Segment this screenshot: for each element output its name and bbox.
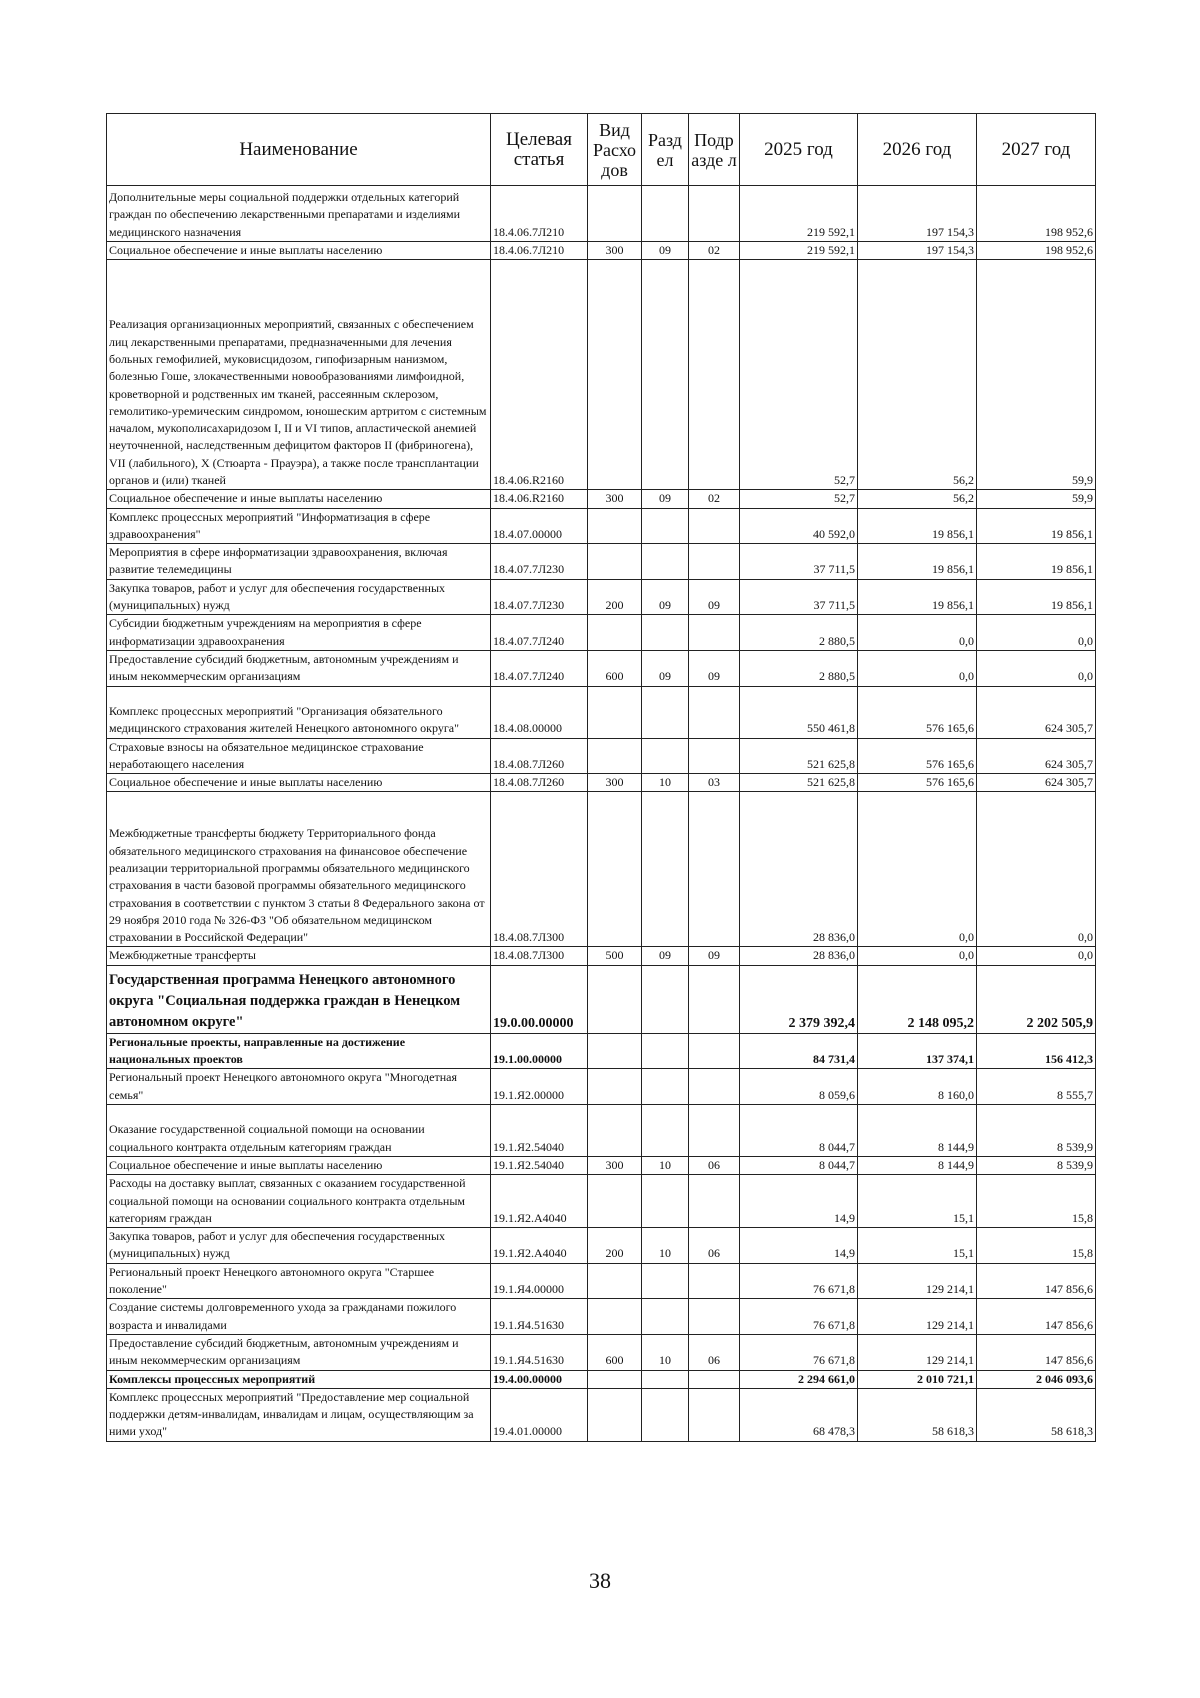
- row-value-2027: 15,8: [977, 1228, 1096, 1264]
- row-section: [642, 792, 689, 947]
- row-name: Расходы на доставку выплат, связанных с оказанием государственной социальной помощи на основании социального контракта отдельным категориям граждан: [107, 1175, 491, 1228]
- row-expense-type: [588, 792, 642, 947]
- row-expense-type: 500: [588, 947, 642, 965]
- row-section: [642, 738, 689, 774]
- row-value-2025: 68 478,3: [740, 1388, 858, 1441]
- row-value-2027: 147 856,6: [977, 1299, 1096, 1335]
- row-expense-type: [588, 965, 642, 1033]
- page-number: 38: [589, 1568, 611, 1593]
- row-target-article: 18.4.08.7Л300: [491, 947, 588, 965]
- row-value-2026: 576 165,6: [858, 774, 977, 792]
- row-name: Оказание государственной социальной помощи на основании социального контракта отдельным категориям граждан: [107, 1104, 491, 1156]
- table-row: [107, 1370, 1096, 1388]
- row-name: Комплекс процессных мероприятий "Предоставление мер социальной поддержки детям-инвалидам, инвалидам и лицам, осуществляющим за ними уход": [107, 1388, 491, 1441]
- row-value-2026: 15,1: [858, 1228, 977, 1264]
- row-name: Комплекс процессных мероприятий "Информатизация в сфере здравоохранения": [107, 508, 491, 544]
- row-value-2026: 197 154,3: [858, 242, 977, 260]
- row-subsection: 09: [689, 650, 740, 686]
- row-subsection: 09: [689, 947, 740, 965]
- row-value-2025: 8 059,6: [740, 1069, 858, 1105]
- row-name: Межбюджетные трансферты: [107, 947, 491, 965]
- row-value-2025: 2 294 661,0: [740, 1370, 858, 1388]
- row-section: [642, 1263, 689, 1299]
- row-section: [642, 260, 689, 490]
- row-name: Субсидии бюджетным учреждениям на мероприятия в сфере информатизации здравоохранения: [107, 615, 491, 651]
- row-subsection: [689, 1263, 740, 1299]
- row-expense-type: 300: [588, 1156, 642, 1174]
- row-value-2027: 147 856,6: [977, 1263, 1096, 1299]
- row-value-2026: 0,0: [858, 947, 977, 965]
- row-name: Закупка товаров, работ и услуг для обеспечения государственных (муниципальных) нужд: [107, 1228, 491, 1264]
- row-expense-type: [588, 1175, 642, 1228]
- header-expense-type: Вид Расхо дов: [588, 114, 642, 186]
- table-row: [107, 1104, 1096, 1156]
- row-target-article: 18.4.07.00000: [491, 508, 588, 544]
- row-expense-type: [588, 508, 642, 544]
- row-value-2025: 40 592,0: [740, 508, 858, 544]
- row-target-article: 19.1.Я4.51630: [491, 1299, 588, 1335]
- row-target-article: 18.4.06.7Л210: [491, 186, 588, 242]
- row-value-2025: 52,7: [740, 260, 858, 490]
- row-value-2027: 2 202 505,9: [977, 965, 1096, 1033]
- row-value-2027: 624 305,7: [977, 774, 1096, 792]
- row-value-2025: 8 044,7: [740, 1104, 858, 1156]
- table-row: [107, 947, 1096, 965]
- row-section: [642, 1388, 689, 1441]
- row-section: 10: [642, 1156, 689, 1174]
- row-name: Социальное обеспечение и иные выплаты населению: [107, 490, 491, 508]
- row-value-2025: 76 671,8: [740, 1334, 858, 1370]
- row-value-2025: 2 880,5: [740, 615, 858, 651]
- row-value-2026: 576 165,6: [858, 738, 977, 774]
- row-value-2027: 8 539,9: [977, 1104, 1096, 1156]
- row-target-article: 18.4.08.7Л300: [491, 792, 588, 947]
- row-value-2027: 15,8: [977, 1175, 1096, 1228]
- row-value-2026: 129 214,1: [858, 1299, 977, 1335]
- row-target-article: 18.4.06.R2160: [491, 490, 588, 508]
- row-value-2026: 129 214,1: [858, 1334, 977, 1370]
- row-target-article: 19.1.Я2.00000: [491, 1069, 588, 1105]
- row-section: [642, 1069, 689, 1105]
- row-name: Социальное обеспечение и иные выплаты населению: [107, 242, 491, 260]
- row-subsection: [689, 1175, 740, 1228]
- row-target-article: 19.1.Я2.54040: [491, 1104, 588, 1156]
- header-target-article: Целевая статья: [491, 114, 588, 186]
- row-subsection: [689, 615, 740, 651]
- row-subsection: [689, 686, 740, 738]
- row-value-2027: 624 305,7: [977, 738, 1096, 774]
- row-target-article: 19.0.00.00000: [491, 965, 588, 1033]
- row-value-2026: 19 856,1: [858, 508, 977, 544]
- row-name: Социальное обеспечение и иные выплаты населению: [107, 1156, 491, 1174]
- row-name: Создание системы долговременного ухода за гражданами пожилого возраста и инвалидами: [107, 1299, 491, 1335]
- row-value-2027: 8 555,7: [977, 1069, 1096, 1105]
- table-row: [107, 1069, 1096, 1105]
- row-value-2027: 19 856,1: [977, 508, 1096, 544]
- row-expense-type: 300: [588, 774, 642, 792]
- row-value-2026: 0,0: [858, 792, 977, 947]
- row-section: 10: [642, 774, 689, 792]
- row-section: [642, 1033, 689, 1069]
- row-expense-type: [588, 738, 642, 774]
- row-expense-type: 600: [588, 650, 642, 686]
- row-value-2027: 624 305,7: [977, 686, 1096, 738]
- row-subsection: 02: [689, 242, 740, 260]
- table-body: [107, 186, 1096, 1442]
- row-name: Социальное обеспечение и иные выплаты населению: [107, 774, 491, 792]
- row-value-2026: 19 856,1: [858, 544, 977, 580]
- row-target-article: 18.4.07.7Л240: [491, 650, 588, 686]
- row-subsection: [689, 508, 740, 544]
- row-section: [642, 1175, 689, 1228]
- row-target-article: 18.4.08.7Л260: [491, 738, 588, 774]
- row-subsection: [689, 260, 740, 490]
- table-row: [107, 615, 1096, 651]
- row-value-2026: 137 374,1: [858, 1033, 977, 1069]
- row-expense-type: [588, 1388, 642, 1441]
- table-row: [107, 508, 1096, 544]
- row-value-2025: 28 836,0: [740, 947, 858, 965]
- row-value-2026: 8 144,9: [858, 1156, 977, 1174]
- row-expense-type: [588, 544, 642, 580]
- row-subsection: [689, 1299, 740, 1335]
- row-value-2026: 129 214,1: [858, 1263, 977, 1299]
- row-section: 10: [642, 1334, 689, 1370]
- row-target-article: 19.4.01.00000: [491, 1388, 588, 1441]
- row-section: 09: [642, 947, 689, 965]
- table-row: [107, 1228, 1096, 1264]
- row-value-2025: 28 836,0: [740, 792, 858, 947]
- row-subsection: [689, 792, 740, 947]
- row-value-2027: 156 412,3: [977, 1033, 1096, 1069]
- row-target-article: 19.1.Я2.А4040: [491, 1228, 588, 1264]
- row-value-2025: 76 671,8: [740, 1263, 858, 1299]
- row-subsection: 06: [689, 1228, 740, 1264]
- row-expense-type: [588, 1263, 642, 1299]
- row-name: Государственная программа Ненецкого автономного округа "Социальная поддержка граждан в Ненецком автономном округе": [107, 965, 491, 1033]
- table-row: [107, 1033, 1096, 1069]
- row-section: [642, 1104, 689, 1156]
- row-value-2027: 0,0: [977, 947, 1096, 965]
- row-name: Закупка товаров, работ и услуг для обеспечения государственных (муниципальных) нужд: [107, 579, 491, 615]
- row-name: Дополнительные меры социальной поддержки отдельных категорий граждан по обеспечению лекарственными препаратами и изделиями медицинского назначения: [107, 186, 491, 242]
- row-name: Страховые взносы на обязательное медицинское страхование неработающего населения: [107, 738, 491, 774]
- row-value-2026: 197 154,3: [858, 186, 977, 242]
- header-2025: 2025 год: [740, 114, 858, 186]
- table-row: [107, 965, 1096, 1033]
- row-target-article: 18.4.06.7Л210: [491, 242, 588, 260]
- row-target-article: 18.4.08.7Л260: [491, 774, 588, 792]
- row-expense-type: 200: [588, 1228, 642, 1264]
- row-subsection: [689, 544, 740, 580]
- row-target-article: 19.1.Я2.А4040: [491, 1175, 588, 1228]
- row-target-article: 18.4.07.7Л230: [491, 544, 588, 580]
- row-target-article: 18.4.07.7Л230: [491, 579, 588, 615]
- row-target-article: 18.4.08.00000: [491, 686, 588, 738]
- row-section: 09: [642, 650, 689, 686]
- table-header-row: [107, 114, 1096, 186]
- table-row: [107, 774, 1096, 792]
- row-value-2027: 59,9: [977, 260, 1096, 490]
- table-row: [107, 686, 1096, 738]
- row-target-article: 19.1.00.00000: [491, 1033, 588, 1069]
- row-value-2025: 14,9: [740, 1175, 858, 1228]
- table-row: [107, 242, 1096, 260]
- row-target-article: 18.4.06.R2160: [491, 260, 588, 490]
- row-value-2027: 198 952,6: [977, 186, 1096, 242]
- row-value-2026: 576 165,6: [858, 686, 977, 738]
- row-subsection: 02: [689, 490, 740, 508]
- row-value-2025: 14,9: [740, 1228, 858, 1264]
- row-section: 09: [642, 490, 689, 508]
- table-row: [107, 1175, 1096, 1228]
- row-value-2025: 550 461,8: [740, 686, 858, 738]
- row-expense-type: [588, 686, 642, 738]
- row-value-2027: 198 952,6: [977, 242, 1096, 260]
- row-value-2025: 219 592,1: [740, 186, 858, 242]
- row-subsection: [689, 965, 740, 1033]
- row-value-2026: 56,2: [858, 490, 977, 508]
- row-subsection: [689, 1388, 740, 1441]
- row-value-2027: 0,0: [977, 650, 1096, 686]
- row-value-2025: 2 379 392,4: [740, 965, 858, 1033]
- row-subsection: [689, 738, 740, 774]
- row-value-2026: 2 148 095,2: [858, 965, 977, 1033]
- row-target-article: 19.1.Я2.54040: [491, 1156, 588, 1174]
- row-value-2026: 19 856,1: [858, 579, 977, 615]
- row-value-2027: 8 539,9: [977, 1156, 1096, 1174]
- row-value-2025: 521 625,8: [740, 774, 858, 792]
- table-row: [107, 544, 1096, 580]
- header-2026: 2026 год: [858, 114, 977, 186]
- row-section: 09: [642, 242, 689, 260]
- row-value-2025: 84 731,4: [740, 1033, 858, 1069]
- table-row: [107, 579, 1096, 615]
- header-subsection: Подр азде л: [689, 114, 740, 186]
- row-section: 09: [642, 579, 689, 615]
- row-target-article: 19.1.Я4.51630: [491, 1334, 588, 1370]
- row-name: Региональный проект Ненецкого автономного округа "Старшее поколение": [107, 1263, 491, 1299]
- budget-table: [106, 113, 1096, 1442]
- row-subsection: [689, 1069, 740, 1105]
- table-row: [107, 1156, 1096, 1174]
- table-row: [107, 186, 1096, 242]
- row-expense-type: [588, 1104, 642, 1156]
- row-value-2026: 56,2: [858, 260, 977, 490]
- row-subsection: [689, 1370, 740, 1388]
- row-expense-type: 600: [588, 1334, 642, 1370]
- table-row: [107, 792, 1096, 947]
- row-value-2027: 0,0: [977, 615, 1096, 651]
- row-section: [642, 1299, 689, 1335]
- row-name: Предоставление субсидий бюджетным, автономным учреждениям и иным некоммерческим организациям: [107, 650, 491, 686]
- row-value-2026: 0,0: [858, 650, 977, 686]
- row-subsection: 09: [689, 579, 740, 615]
- row-name: Комплексы процессных мероприятий: [107, 1370, 491, 1388]
- row-expense-type: 300: [588, 242, 642, 260]
- row-value-2025: 8 044,7: [740, 1156, 858, 1174]
- row-value-2027: 58 618,3: [977, 1388, 1096, 1441]
- row-value-2027: 19 856,1: [977, 579, 1096, 615]
- row-value-2025: 219 592,1: [740, 242, 858, 260]
- row-name: Комплекс процессных мероприятий "Организация обязательного медицинского страхования жителей Ненецкого автономного округа": [107, 686, 491, 738]
- table-row: [107, 1388, 1096, 1441]
- table-row: [107, 1334, 1096, 1370]
- row-expense-type: [588, 1033, 642, 1069]
- row-section: [642, 508, 689, 544]
- table-row: [107, 260, 1096, 490]
- row-target-article: 19.1.Я4.00000: [491, 1263, 588, 1299]
- row-value-2026: 58 618,3: [858, 1388, 977, 1441]
- row-name: Мероприятия в сфере информатизации здравоохранения, включая развитие телемедицины: [107, 544, 491, 580]
- header-name: Наименование: [107, 114, 491, 186]
- row-value-2025: 2 880,5: [740, 650, 858, 686]
- row-value-2025: 37 711,5: [740, 579, 858, 615]
- row-name: Межбюджетные трансферты бюджету Территориального фонда обязательного медицинского страхования на финансовое обеспечение реализации территориальной программы обязательного медицинского страхования в части базовой программы обязательного медицинского страхования в соответствии с пунктом 3 статьи 8 Федерального закона от 29 ноября 2010 года № 326-ФЗ "Об обязательном медицинском страховании в Российской Федерации": [107, 792, 491, 947]
- row-subsection: [689, 186, 740, 242]
- row-value-2027: 59,9: [977, 490, 1096, 508]
- row-expense-type: 200: [588, 579, 642, 615]
- table-row: [107, 650, 1096, 686]
- row-subsection: [689, 1033, 740, 1069]
- table-row: [107, 1299, 1096, 1335]
- row-section: [642, 186, 689, 242]
- row-value-2025: 521 625,8: [740, 738, 858, 774]
- row-value-2027: 0,0: [977, 792, 1096, 947]
- row-value-2026: 8 160,0: [858, 1069, 977, 1105]
- row-expense-type: 300: [588, 490, 642, 508]
- row-name: Предоставление субсидий бюджетным, автономным учреждениям и иным некоммерческим организациям: [107, 1334, 491, 1370]
- table-row: [107, 738, 1096, 774]
- row-expense-type: [588, 1299, 642, 1335]
- row-value-2027: 2 046 093,6: [977, 1370, 1096, 1388]
- row-section: 10: [642, 1228, 689, 1264]
- table-row: [107, 490, 1096, 508]
- row-subsection: [689, 1104, 740, 1156]
- row-value-2027: 147 856,6: [977, 1334, 1096, 1370]
- row-section: [642, 965, 689, 1033]
- row-target-article: 19.4.00.00000: [491, 1370, 588, 1388]
- row-name: Реализация организационных мероприятий, связанных с обеспечением лиц лекарственными препаратами, предназначенными для лечения больных гемофилией, муковисцидозом, гипофизарным нанизмом, болезнью Гоше, злокачественными новообразованиями лимфоидной, кроветворной и родственных им тканей, рассеянным склерозом, гемолитико-уремическим синдромом, юношеским артритом с системным началом, мукополисахаридозом I, II и VI типов, апластической анемией неуточненной, наследственным дефицитом факторов II (фибриногена), VII (лабильного), X (Стюарта - Прауэра), а также после трансплантации органов и (или) тканей: [107, 260, 491, 490]
- row-section: [642, 615, 689, 651]
- row-name: Региональные проекты, направленные на достижение национальных проектов: [107, 1033, 491, 1069]
- row-value-2025: 76 671,8: [740, 1299, 858, 1335]
- header-section: Разд ел: [642, 114, 689, 186]
- table-row: [107, 1263, 1096, 1299]
- row-section: [642, 544, 689, 580]
- row-expense-type: [588, 1069, 642, 1105]
- row-target-article: 18.4.07.7Л240: [491, 615, 588, 651]
- row-value-2025: 37 711,5: [740, 544, 858, 580]
- row-subsection: 03: [689, 774, 740, 792]
- row-name: Региональный проект Ненецкого автономного округа "Многодетная семья": [107, 1069, 491, 1105]
- row-value-2027: 19 856,1: [977, 544, 1096, 580]
- row-expense-type: [588, 186, 642, 242]
- row-expense-type: [588, 1370, 642, 1388]
- row-subsection: 06: [689, 1156, 740, 1174]
- row-value-2026: 2 010 721,1: [858, 1370, 977, 1388]
- header-2027: 2027 год: [977, 114, 1096, 186]
- row-expense-type: [588, 260, 642, 490]
- row-subsection: 06: [689, 1334, 740, 1370]
- row-value-2026: 15,1: [858, 1175, 977, 1228]
- row-section: [642, 686, 689, 738]
- row-value-2026: 8 144,9: [858, 1104, 977, 1156]
- row-expense-type: [588, 615, 642, 651]
- row-value-2026: 0,0: [858, 615, 977, 651]
- row-section: [642, 1370, 689, 1388]
- row-value-2025: 52,7: [740, 490, 858, 508]
